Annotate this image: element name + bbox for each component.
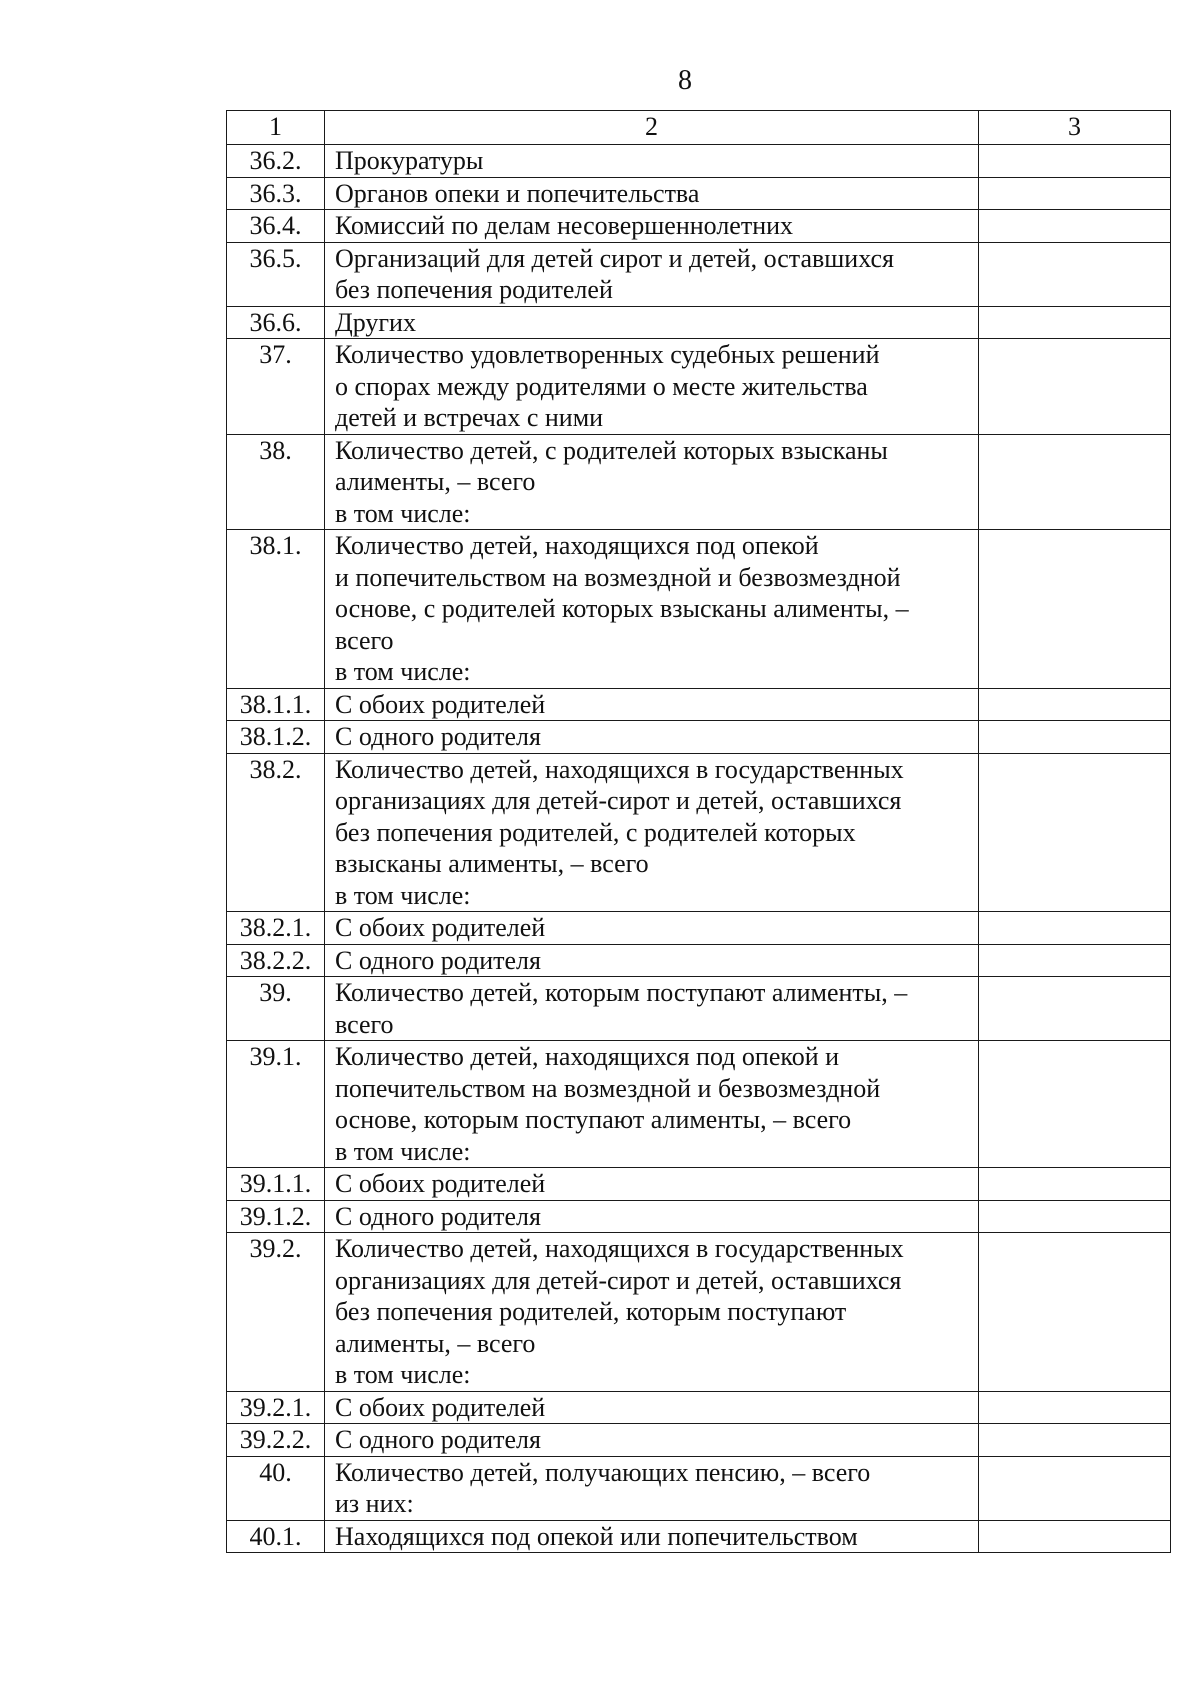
row-indicator-cell: Органов опеки и попечительства — [325, 177, 979, 210]
row-indicator-cell: С обоих родителей — [325, 1168, 979, 1201]
row-value-cell — [979, 210, 1171, 243]
row-indicator-cell: С обоих родителей — [325, 1391, 979, 1424]
row-value-cell — [979, 530, 1171, 689]
table-row — [227, 977, 1171, 1041]
table-row — [227, 1424, 1171, 1457]
table-row — [227, 944, 1171, 977]
column-header-indicator: 2 — [325, 111, 979, 145]
table-row — [227, 339, 1171, 435]
row-value-cell — [979, 1456, 1171, 1520]
row-number-cell: 40. — [227, 1456, 325, 1520]
row-number-cell: 37. — [227, 339, 325, 435]
row-value-cell — [979, 145, 1171, 178]
table-row — [227, 210, 1171, 243]
page-number: 8 — [678, 65, 692, 96]
row-number-cell: 38. — [227, 434, 325, 530]
row-indicator-cell: Находящихся под опекой или попечительством — [325, 1520, 979, 1553]
row-number-cell: 40.1. — [227, 1520, 325, 1553]
row-value-cell — [979, 434, 1171, 530]
row-indicator-cell: Других — [325, 306, 979, 339]
row-indicator-cell: Количество детей, находящихся под опекой и попечительством на возмездной и безвозмездной основе, с родителей которых взысканы алименты, – всего в том числе: — [325, 530, 979, 689]
row-number-cell: 39. — [227, 977, 325, 1041]
row-indicator-cell: С одного родителя — [325, 1424, 979, 1457]
row-indicator-cell: С одного родителя — [325, 721, 979, 754]
row-indicator-cell: Количество удовлетворенных судебных решений о спорах между родителями о месте жительства детей и встречах с ними — [325, 339, 979, 435]
row-number-cell: 38.2.1. — [227, 912, 325, 945]
table-row — [227, 1041, 1171, 1168]
table-row — [227, 688, 1171, 721]
row-indicator-cell: Количество детей, которым поступают алименты, – всего — [325, 977, 979, 1041]
row-value-cell — [979, 1041, 1171, 1168]
row-indicator-cell: С одного родителя — [325, 1200, 979, 1233]
row-value-cell — [979, 721, 1171, 754]
table-row — [227, 753, 1171, 912]
row-value-cell — [979, 1391, 1171, 1424]
table-row — [227, 530, 1171, 689]
row-value-cell — [979, 977, 1171, 1041]
row-number-cell: 39.2. — [227, 1233, 325, 1392]
table-row — [227, 434, 1171, 530]
row-indicator-cell: Организаций для детей сирот и детей, оставшихся без попечения родителей — [325, 242, 979, 306]
row-number-cell: 36.5. — [227, 242, 325, 306]
row-number-cell: 38.2.2. — [227, 944, 325, 977]
row-indicator-cell: Количество детей, находящихся под опекой и попечительством на возмездной и безвозмездной основе, которым поступают алименты, – всего в том числе: — [325, 1041, 979, 1168]
row-value-cell — [979, 753, 1171, 912]
row-number-cell: 38.1. — [227, 530, 325, 689]
row-number-cell: 38.1.2. — [227, 721, 325, 754]
row-value-cell — [979, 912, 1171, 945]
row-number-cell: 39.1.1. — [227, 1168, 325, 1201]
row-number-cell: 39.2.1. — [227, 1391, 325, 1424]
row-value-cell — [979, 339, 1171, 435]
row-value-cell — [979, 1233, 1171, 1392]
row-indicator-cell: С обоих родителей — [325, 912, 979, 945]
column-header-number: 1 — [227, 111, 325, 145]
row-number-cell: 39.2.2. — [227, 1424, 325, 1457]
row-indicator-cell: Количество детей, находящихся в государственных организациях для детей-сирот и детей, оставшихся без попечения родителей, которым поступают алименты, – всего в том числе: — [325, 1233, 979, 1392]
table-row — [227, 912, 1171, 945]
row-value-cell — [979, 306, 1171, 339]
row-indicator-cell: Количество детей, с родителей которых взысканы алименты, – всего в том числе: — [325, 434, 979, 530]
row-value-cell — [979, 1200, 1171, 1233]
statistics-table — [226, 110, 1171, 1553]
table-row — [227, 1456, 1171, 1520]
row-value-cell — [979, 1168, 1171, 1201]
table-row — [227, 721, 1171, 754]
row-indicator-cell: С одного родителя — [325, 944, 979, 977]
row-value-cell — [979, 688, 1171, 721]
row-indicator-cell: С обоих родителей — [325, 688, 979, 721]
table-row — [227, 1200, 1171, 1233]
row-value-cell — [979, 1424, 1171, 1457]
row-value-cell — [979, 944, 1171, 977]
column-header-value: 3 — [979, 111, 1171, 145]
row-value-cell — [979, 1520, 1171, 1553]
row-number-cell: 36.4. — [227, 210, 325, 243]
table-body — [227, 111, 1171, 1553]
row-number-cell: 38.2. — [227, 753, 325, 912]
table-row — [227, 145, 1171, 178]
row-indicator-cell: Количество детей, находящихся в государственных организациях для детей-сирот и детей, оставшихся без попечения родителей, с родителей которых взысканы алименты, – всего в том числе: — [325, 753, 979, 912]
row-indicator-cell: Количество детей, получающих пенсию, – всего из них: — [325, 1456, 979, 1520]
row-indicator-cell: Прокуратуры — [325, 145, 979, 178]
row-number-cell: 38.1.1. — [227, 688, 325, 721]
row-value-cell — [979, 242, 1171, 306]
row-number-cell: 36.3. — [227, 177, 325, 210]
table-row — [227, 1168, 1171, 1201]
table-row — [227, 1233, 1171, 1392]
table-row — [227, 1391, 1171, 1424]
row-number-cell: 36.6. — [227, 306, 325, 339]
table-row — [227, 306, 1171, 339]
row-number-cell: 39.1.2. — [227, 1200, 325, 1233]
table-row — [227, 242, 1171, 306]
row-number-cell: 36.2. — [227, 145, 325, 178]
row-number-cell: 39.1. — [227, 1041, 325, 1168]
row-indicator-cell: Комиссий по делам несовершеннолетних — [325, 210, 979, 243]
table-row — [227, 1520, 1171, 1553]
table-row — [227, 177, 1171, 210]
table-header-row — [227, 111, 1171, 145]
row-value-cell — [979, 177, 1171, 210]
